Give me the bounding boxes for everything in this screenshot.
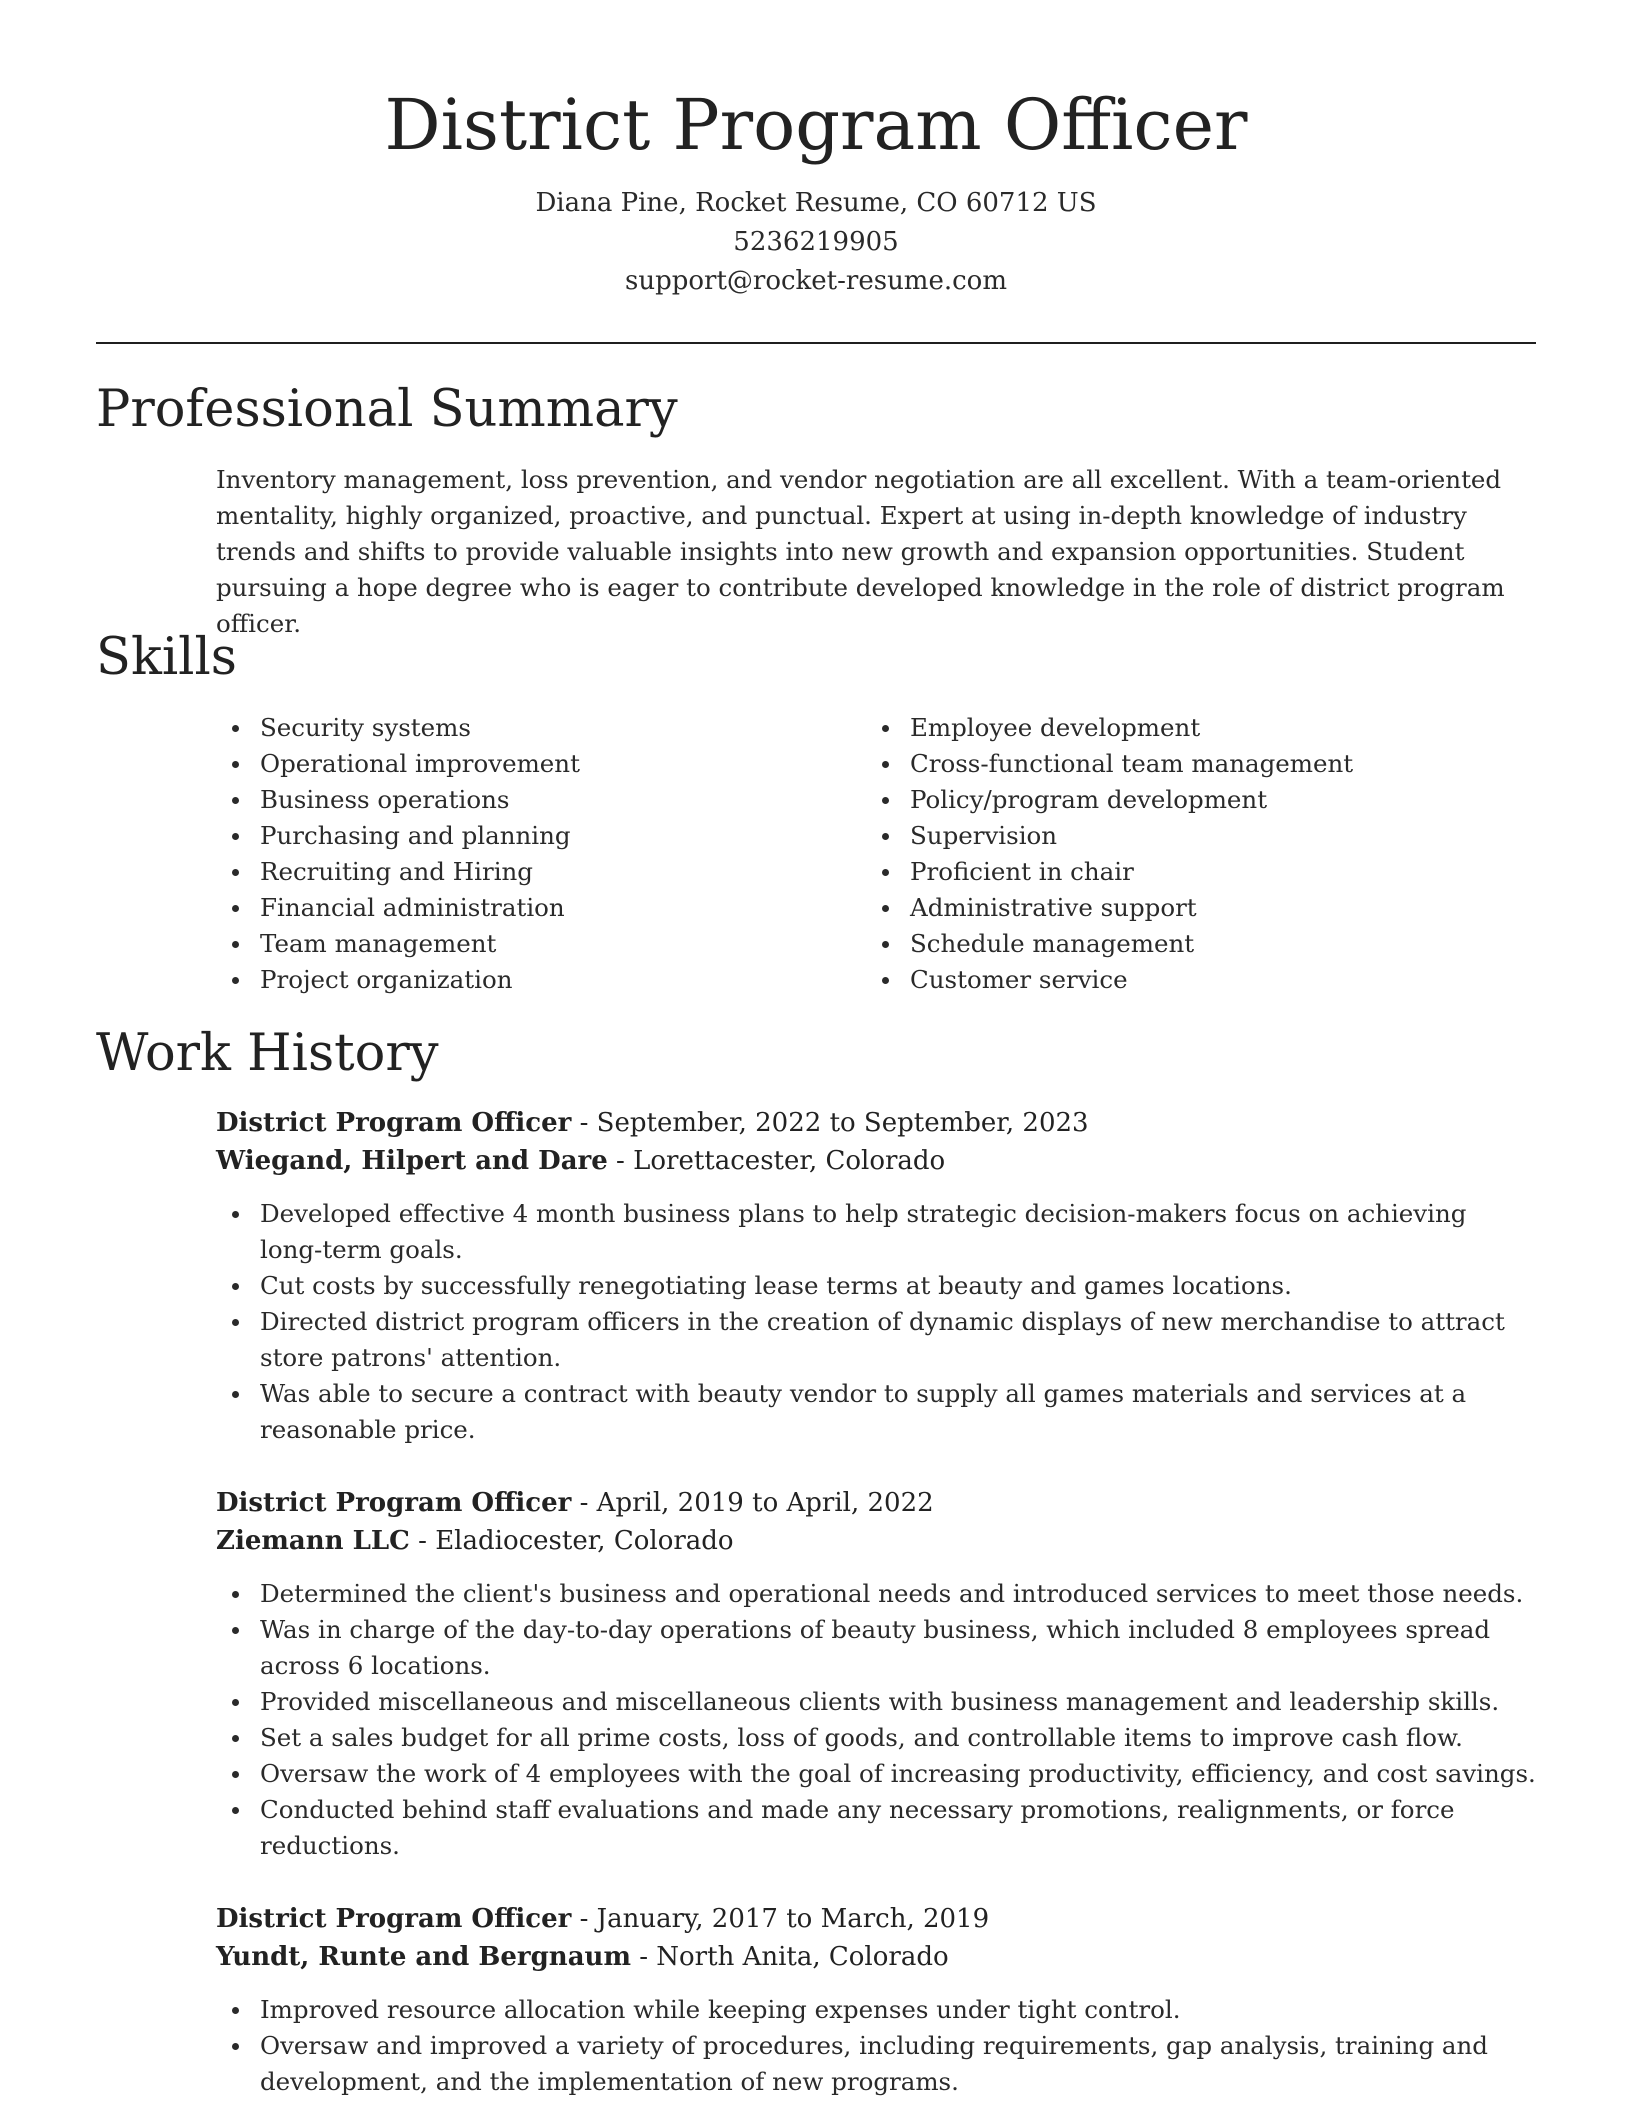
job-entry: [216, 1484, 1536, 1864]
skill-item: Supervision: [866, 818, 1536, 854]
job-title: District Program Officer: [216, 1108, 572, 1138]
job-title-line: [216, 1104, 1536, 1142]
contact-address: Diana Pine, Rocket Resume, CO 60712 US: [535, 188, 1097, 218]
skill-item: Proficient in chair: [866, 854, 1536, 890]
skill-item: Business operations: [216, 782, 836, 818]
job-bullet: Developed effective 4 month business plans to help strategic decision-makers focus on achieving long-term goals.: [216, 1196, 1536, 1268]
job-location: - North Anita, Colorado: [630, 1942, 949, 1972]
job-bullets: [216, 1576, 1536, 1864]
skill-item: Security systems: [216, 710, 836, 746]
skills-list-left: [216, 710, 836, 998]
job-title: District Program Officer: [216, 1488, 572, 1518]
job-location: - Eladiocester, Colorado: [409, 1526, 734, 1556]
job-bullets: [216, 1196, 1536, 1448]
job-entry: [216, 1104, 1536, 1448]
page-title: District Program Officer: [384, 84, 1248, 166]
skill-item: Recruiting and Hiring: [216, 854, 836, 890]
skill-item: Project organization: [216, 962, 836, 998]
job-bullet: Oversaw and improved a variety of procedures, including requirements, gap analysis, training and development, and the implementation of new programs.: [216, 2028, 1536, 2100]
job-bullet: Provided miscellaneous and miscellaneous clients with business management and leadership skills.: [216, 1684, 1536, 1720]
skill-item: Cross-functional team management: [866, 746, 1536, 782]
skills-heading: Skills: [96, 628, 237, 687]
skill-item: Purchasing and planning: [216, 818, 836, 854]
job-bullet: Oversaw the work of 4 employees with the goal of increasing productivity, efficiency, and cost savings.: [216, 1756, 1536, 1792]
job-company-line: [216, 1142, 1536, 1180]
skills-list-right: [866, 710, 1536, 998]
job-dates: - September, 2022 to September, 2023: [571, 1108, 1089, 1138]
job-bullet: Determined the client's business and operational needs and introduced services to meet those needs.: [216, 1576, 1536, 1612]
job-company-line: [216, 1938, 1536, 1976]
contact-block: [0, 184, 1632, 301]
job-bullet: Directed district program officers in the creation of dynamic displays of new merchandise to attract store patrons' attention.: [216, 1304, 1536, 1376]
skill-item: Operational improvement: [216, 746, 836, 782]
job-bullet: Was able to secure a contract with beauty vendor to supply all games materials and services at a reasonable price.: [216, 1376, 1536, 1448]
summary-heading: Professional Summary: [96, 380, 678, 439]
skill-item: Schedule management: [866, 926, 1536, 962]
job-bullet: Conducted behind staff evaluations and made any necessary promotions, realignments, or force reductions.: [216, 1792, 1536, 1864]
contact-phone: 5236219905: [733, 227, 899, 257]
job-title-line: [216, 1900, 1536, 1938]
job-title-line: [216, 1484, 1536, 1522]
job-bullets: [216, 1992, 1536, 2100]
header-divider: [96, 342, 1536, 344]
skill-item: Financial administration: [216, 890, 836, 926]
resume-header: [0, 80, 1632, 301]
job-company: Yundt, Runte and Bergnaum: [216, 1942, 631, 1972]
job-entry: [216, 1900, 1536, 2100]
job-title: District Program Officer: [216, 1904, 572, 1934]
job-bullet: Cut costs by successfully renegotiating lease terms at beauty and games locations.: [216, 1268, 1536, 1304]
job-bullet: Set a sales budget for all prime costs, loss of goods, and controllable items to improve cash flow.: [216, 1720, 1536, 1756]
job-dates: - April, 2019 to April, 2022: [571, 1488, 934, 1518]
job-dates: - January, 2017 to March, 2019: [571, 1904, 990, 1934]
job-bullet: Improved resource allocation while keeping expenses under tight control.: [216, 1992, 1536, 2028]
skill-item: Customer service: [866, 962, 1536, 998]
job-company: Ziemann LLC: [216, 1526, 410, 1556]
skill-item: Team management: [216, 926, 836, 962]
job-location: - Lorettacester, Colorado: [607, 1146, 946, 1176]
summary-text: Inventory management, loss prevention, and vendor negotiation are all excellent. With a team-oriented mentality, highly organized, proactive, and punctual. Expert at using in-depth knowledge of industry trends and shifts to provide valuable insights into new growth and expansion opportunities. Student pursuing a hope degree who is eager to contribute developed knowledge in the role of district program officer.: [216, 465, 1505, 638]
skill-item: Employee development: [866, 710, 1536, 746]
contact-email: support@rocket-resume.com: [624, 266, 1007, 296]
job-bullet: Was in charge of the day-to-day operations of beauty business, which included 8 employees spread across 6 locations.: [216, 1612, 1536, 1684]
skill-item: Administrative support: [866, 890, 1536, 926]
work-history-heading: Work History: [96, 1024, 439, 1083]
job-company-line: [216, 1522, 1536, 1560]
skill-item: Policy/program development: [866, 782, 1536, 818]
job-company: Wiegand, Hilpert and Dare: [216, 1146, 608, 1176]
